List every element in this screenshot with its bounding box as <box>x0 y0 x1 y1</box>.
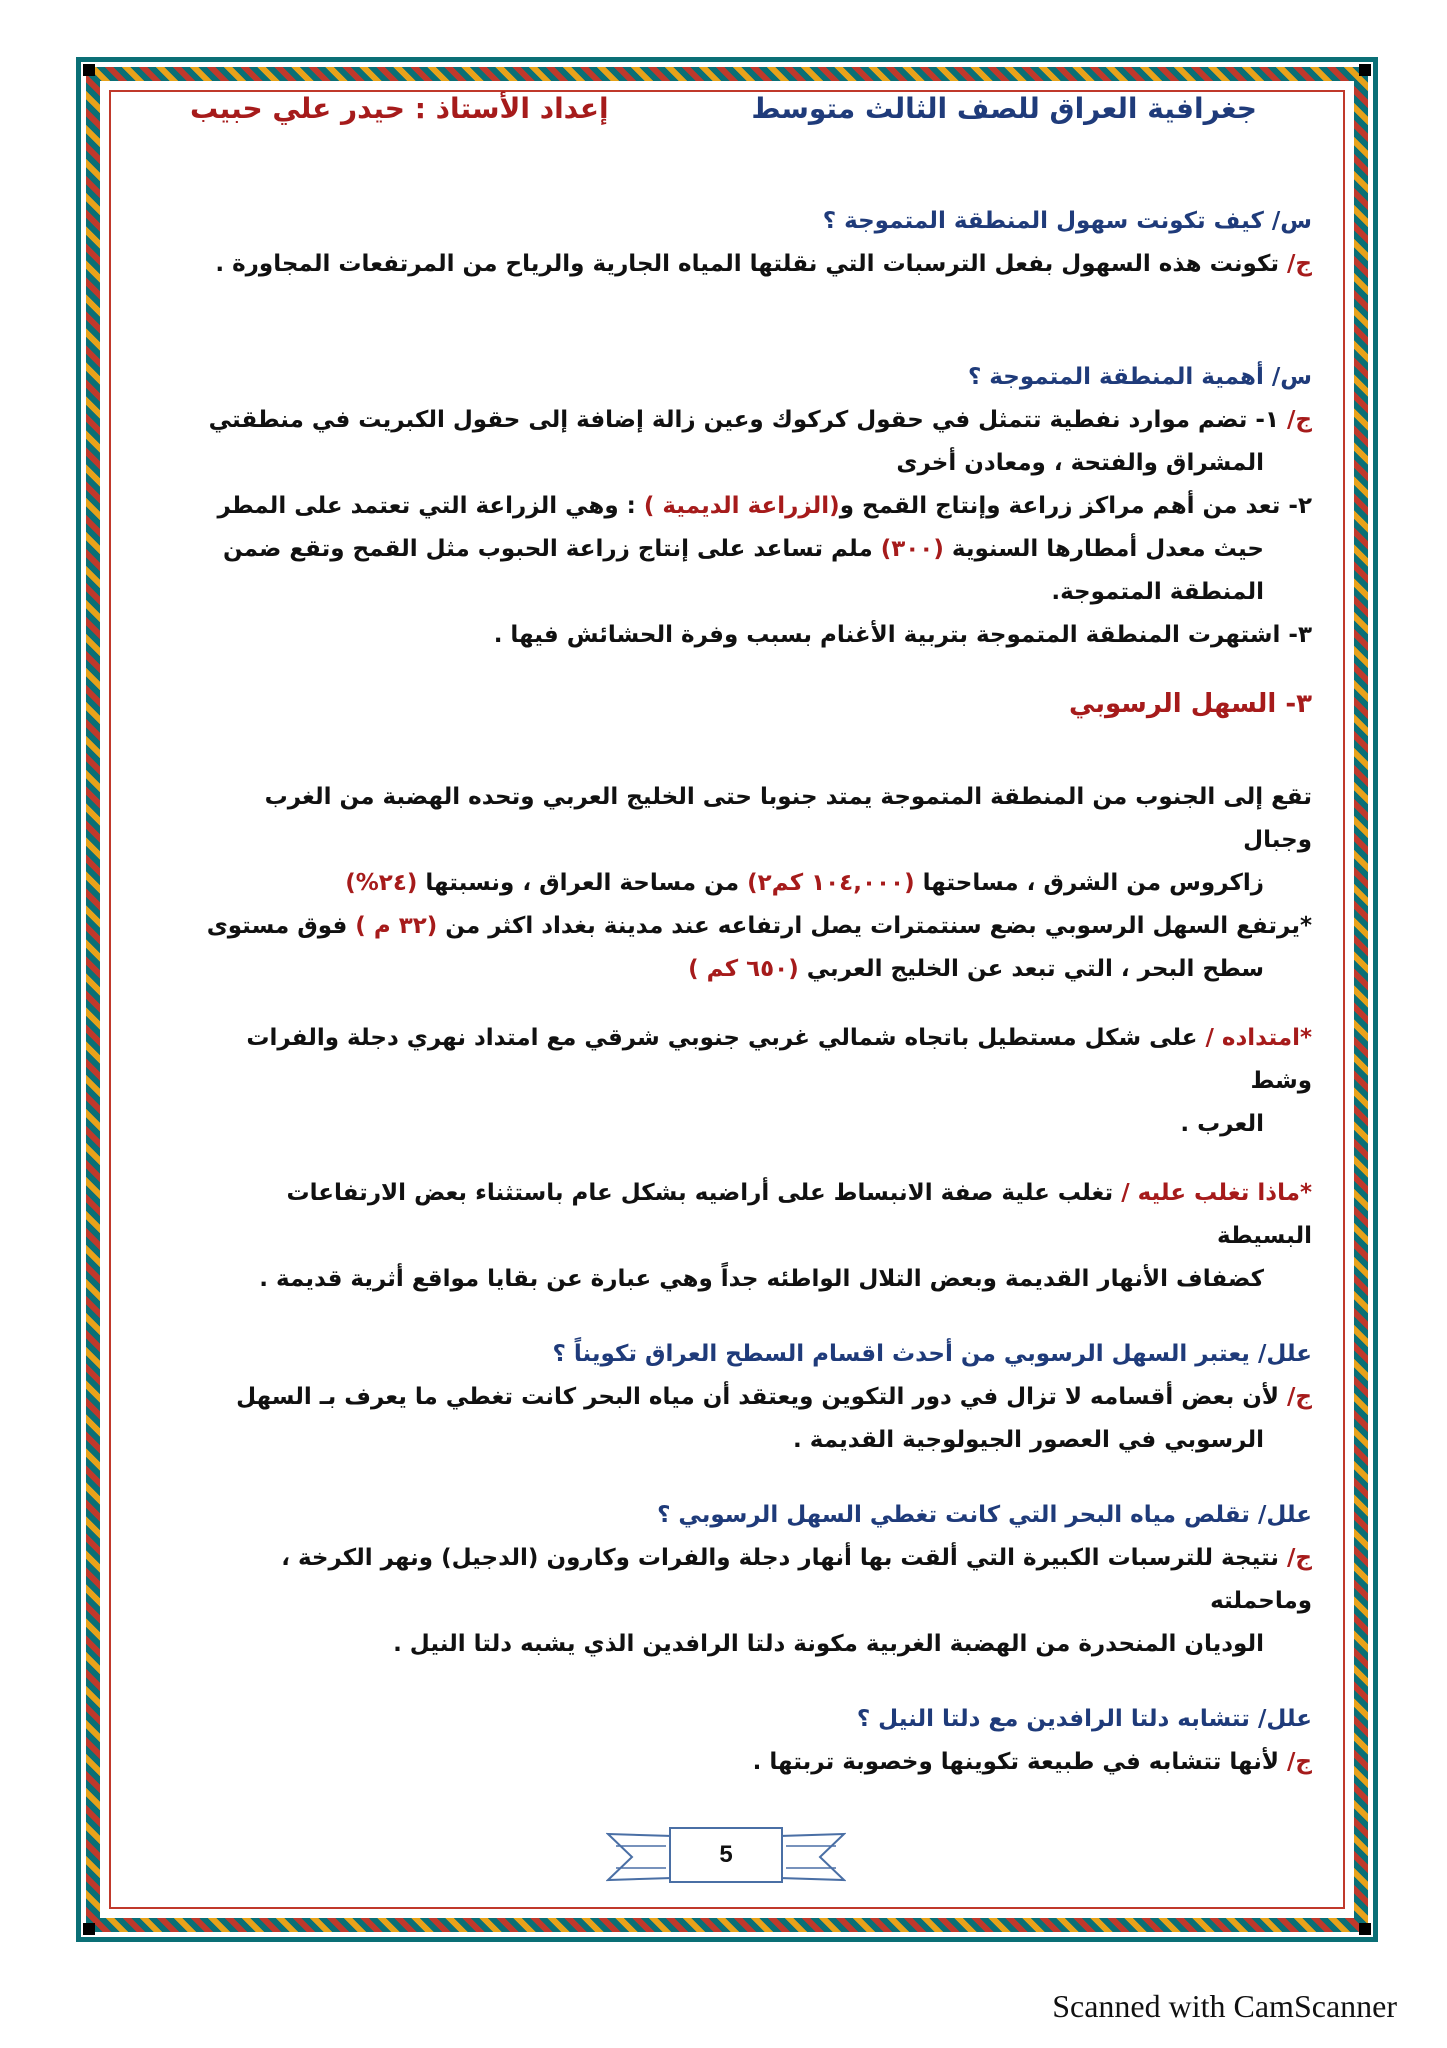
section-heading: ٣- السهل الرسوبي <box>1068 689 1312 719</box>
answer-text: المشراق والفتحة ، ومعادن أخرى <box>896 450 1264 476</box>
answer-prefix: ج/ <box>1287 251 1312 277</box>
answer-text: المنطقة المتموجة. <box>1051 579 1264 605</box>
highlight-term: (الزراعة الديمية ) <box>643 493 840 519</box>
answer-text: الرسوبي في العصور الجيولوجية القديمة . <box>793 1427 1264 1453</box>
answer-text: الوديان المنحدرة من الهضبة الغربية مكونة دلتا الرافدين الذي يشبه دلتا النيل . <box>393 1631 1264 1657</box>
question-prefix: س/ <box>1271 208 1312 234</box>
page-header <box>190 88 1257 128</box>
page-content <box>200 200 1312 1784</box>
answer-text: نتيجة للترسبات الكبيرة التي ألقت بها أنهار دجلة والفرات وكارون (الدجيل) ونهر الكرخة ، وماحملته <box>281 1545 1312 1614</box>
answer-text-line <box>200 528 1312 571</box>
question-prefix: علل/ <box>1257 1706 1312 1732</box>
question-text: يعتبر السهل الرسوبي من أحدث اقسام السطح العراق تكويناً ؟ <box>552 1341 1250 1367</box>
question-5 <box>200 1698 1312 1741</box>
page-number: 5 <box>719 1841 733 1868</box>
answer-prefix: ج/ <box>1287 1545 1312 1571</box>
question-prefix: س/ <box>1271 364 1312 390</box>
page-number-ribbon <box>606 1822 846 1890</box>
answer-3 <box>200 1376 1312 1419</box>
paragraph-text: فوق مستوى <box>206 913 348 939</box>
question-text: تقلص مياه البحر التي كانت تغطي السهل الرسوبي ؟ <box>657 1502 1250 1528</box>
answer-text: لأنها تتشابه في طبيعة تكوينها وخصوبة تربتها . <box>752 1749 1279 1775</box>
corner-ornament <box>83 1923 95 1935</box>
answer-prefix: ج/ <box>1287 1384 1312 1410</box>
paragraph-text: من مساحة العراق ، ونسبتها <box>425 870 740 896</box>
highlight-value: (٦٥٠ كم ) <box>688 956 799 982</box>
question-3 <box>200 1333 1312 1376</box>
answer-1 <box>200 243 1312 286</box>
answer-text: ٢- تعد من أهم مراكز زراعة وإنتاج القمح و <box>839 493 1312 519</box>
corner-ornament <box>1359 64 1371 76</box>
highlight-value: (٣٢ م ) <box>355 913 438 939</box>
answer-2-item-2 <box>200 485 1312 528</box>
answer-prefix: ج/ <box>1287 1749 1312 1775</box>
author-line: إعداد الأستاذ : حيدر علي حبيب <box>190 91 609 125</box>
paragraph-label: *امتداده / <box>1205 1025 1312 1051</box>
answer-2-item-3: ٣- اشتهرت المنطقة المتموجة بتربية الأغنام بسبب وفرة الحشائش فيها . <box>493 622 1312 648</box>
paragraph-text: *يرتفع السهل الرسوبي بضع سنتمترات يصل ارتفاعه عند مدينة بغداد اكثر من <box>445 913 1312 939</box>
question-prefix: علل/ <box>1257 1502 1312 1528</box>
question-2 <box>200 356 1312 399</box>
answer-4 <box>200 1537 1312 1623</box>
question-text: كيف تكونت سهول المنطقة المتموجة ؟ <box>822 208 1264 234</box>
question-1 <box>200 200 1312 243</box>
corner-ornament <box>83 64 95 76</box>
question-prefix: علل/ <box>1257 1341 1312 1367</box>
answer-text: ملم تساعد على إنتاج زراعة الحبوب مثل القمح وتقع ضمن <box>222 536 873 562</box>
highlight-value: (٢٤%) <box>345 870 418 896</box>
answer-prefix: ج/ <box>1287 407 1312 433</box>
paragraph-text-line <box>200 905 1312 948</box>
paragraph-text: كضفاف الأنهار القديمة وبعض التلال الواطئه جداً وهي عبارة عن بقايا مواقع أثرية قديمة . <box>259 1266 1264 1292</box>
paragraph-text: سطح البحر ، التي تبعد عن الخليج العربي <box>806 956 1264 982</box>
highlight-value: (٣٠٠) <box>880 536 944 562</box>
answer-text: حيث معدل أمطارها السنوية <box>951 536 1264 562</box>
surface-paragraph <box>200 1172 1312 1258</box>
answer-2-item-1 <box>200 399 1312 442</box>
scanner-watermark: Scanned with CamScanner <box>1052 1988 1397 2024</box>
answer-5 <box>200 1741 1312 1784</box>
answer-text: ١- تضم موارد نفطية تتمثل في حقول كركوك وعين زالة إضافة إلى حقول الكبريت في منطقتي <box>208 407 1279 433</box>
answer-text: تكونت هذه السهول بفعل الترسبات التي نقلتها المياه الجارية والرياح من المرتفعات المجاورة . <box>215 251 1279 277</box>
answer-text: لأن بعض أقسامه لا تزال في دور التكوين ويعتقد أن مياه البحر كانت تغطي ما يعرف بـ السهل <box>236 1384 1279 1410</box>
paragraph-text: العرب . <box>1180 1111 1264 1137</box>
paragraph-text: تقع إلى الجنوب من المنطقة المتموجة يمتد جنوبا حتى الخليج العربي وتحده الهضبة من الغرب وجبال <box>264 784 1312 853</box>
question-text: أهمية المنطقة المتموجة ؟ <box>967 364 1264 390</box>
answer-text: : وهي الزراعة التي تعتمد على المطر <box>217 493 636 519</box>
highlight-value: (١٠٤,٠٠٠ كم٢) <box>747 870 915 896</box>
paragraph-label: *ماذا تغلب عليه / <box>1121 1180 1312 1206</box>
paragraph-text-line <box>200 948 1312 991</box>
document-title: جغرافية العراق للصف الثالث متوسط <box>751 91 1257 125</box>
paragraph-text: على شكل مستطيل باتجاه شمالي غربي جنوبي شرقي مع امتداد نهري دجلة والفرات وشط <box>246 1025 1312 1094</box>
question-4 <box>200 1494 1312 1537</box>
paragraph-text: تغلب علية صفة الانبساط على أراضيه بشكل عام باستثناء بعض الارتفاعات البسيطة <box>286 1180 1312 1249</box>
corner-ornament <box>1359 1923 1371 1935</box>
paragraph-text: زاكروس من الشرق ، مساحتها <box>922 870 1264 896</box>
question-text: تتشابه دلتا الرافدين مع دلتا النيل ؟ <box>856 1706 1250 1732</box>
extent-paragraph <box>200 1017 1312 1103</box>
paragraph-text-line <box>200 862 1312 905</box>
